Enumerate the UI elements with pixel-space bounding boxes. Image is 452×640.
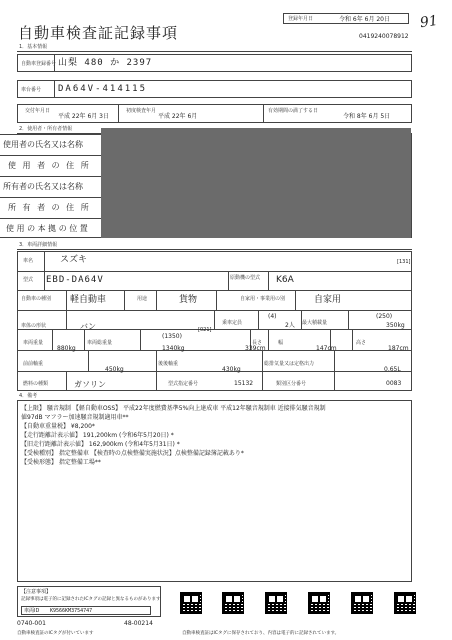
- front-axle-label: 前前軸重: [23, 361, 44, 367]
- owner-row-user-name: 使用者の氏名又は名称: [3, 140, 83, 149]
- expiry-value: 令和 8年 6月 5日: [343, 113, 391, 120]
- issue-date-value: 令和 6年 6月 20日: [339, 16, 390, 23]
- rear-axle-label: 後後軸重: [158, 361, 179, 367]
- expiry-label: 有効期間の満了する日: [268, 108, 319, 114]
- rear-axle-value: 430kg: [222, 366, 241, 373]
- displacement-label: 総排気量又は定格出力: [264, 361, 315, 367]
- qr-code-2: [222, 592, 244, 614]
- load-value: 350kg: [386, 322, 405, 329]
- remark-line-2: 値97dB マフラー加速騒音規制適用車**: [21, 414, 129, 421]
- owner-row-user-address: 使 用 者 の 住 所: [8, 161, 91, 170]
- body-code: [021]: [198, 327, 212, 333]
- remark-line-4: 【走行距離計表示値】 191,200km (令和6年5月20日) *: [21, 432, 174, 439]
- plate-number: 山梨 480 か 2397: [58, 58, 153, 68]
- gross-label: 車両総重量: [87, 340, 113, 346]
- redaction-block: [101, 128, 411, 238]
- notice-title: 【注意事項】: [21, 589, 52, 595]
- maker-label: 車名: [23, 258, 34, 264]
- remark-line-1: 【上限】 騒音規制 【軽自動車OSS】 平成22年度燃費基準5%向上達成車 平成12年騒音規制車 近接排気騒音規制: [21, 405, 326, 412]
- weight-label: 車両重量: [23, 340, 44, 346]
- footer-center-code: 48-00214: [124, 620, 153, 627]
- dates-row: [17, 104, 412, 123]
- issue-date-box: [283, 13, 409, 24]
- capacity-label: 乗車定員: [222, 320, 243, 326]
- owner-row-owner-name: 所有者の氏名又は名称: [3, 182, 83, 191]
- first-reg-value: 平成 22年 6月: [158, 113, 198, 120]
- length-label: 長さ: [252, 340, 263, 346]
- chassis-row: [17, 80, 412, 98]
- gross-paren: (1350): [162, 333, 182, 340]
- use-value: 貨物: [179, 295, 198, 305]
- type-label: 型式: [23, 277, 34, 283]
- footer-left-code: 0740-001: [17, 620, 46, 627]
- fuel-value: ガソリン: [74, 380, 106, 389]
- chassis-number: DA64V-414115: [58, 84, 148, 94]
- model-no-label: 型式指定番号: [168, 381, 199, 387]
- qr-code-1: [180, 592, 202, 614]
- section2-heading: 2．使用者・所有者情報: [19, 126, 73, 132]
- section1-heading: 1．基本情報: [19, 44, 48, 50]
- section4-heading: 4．備考: [19, 393, 38, 399]
- maker-value: スズキ: [60, 255, 88, 265]
- fuel-label: 燃料の種類: [23, 381, 49, 387]
- height-label: 高さ: [356, 340, 367, 346]
- document-serial: 0419240078912: [359, 33, 409, 40]
- reg-date-label: 交付年月日: [25, 108, 51, 114]
- handwritten-number: 91: [418, 12, 439, 32]
- capacity-value: 2人: [285, 322, 295, 329]
- owner-row-base-location: 使 用 の 本 拠 の 位 置: [6, 224, 88, 233]
- remark-line-7: 【受検形態】 指定整備工場**: [21, 459, 101, 466]
- weight-value: 880kg: [57, 345, 76, 352]
- vehicle-table: [17, 251, 412, 391]
- biz-label: 自家用・事業用の別: [240, 296, 286, 302]
- notice-box: [17, 586, 161, 617]
- height-value: 187cm: [388, 345, 409, 352]
- plate-label: 自動車登録番号: [21, 61, 57, 67]
- displacement-value: 0.65L: [384, 366, 401, 373]
- section3-heading: 3．車両詳細情報: [19, 242, 58, 248]
- card-label: 車両ID: [24, 608, 40, 614]
- length-value: 339cm: [245, 345, 266, 352]
- owner-row-owner-address: 所 有 者 の 住 所: [8, 203, 91, 212]
- remark-line-3: 【自動車重量税】 ¥8,200*: [21, 423, 95, 430]
- type-value: EBD-DA64V: [46, 275, 104, 285]
- issue-date-label: 登録年月日: [288, 16, 314, 22]
- use-label: 用途: [137, 296, 148, 302]
- capacity-paren: (4): [268, 313, 277, 320]
- qr-code-4: [308, 592, 330, 614]
- load-paren: (250): [376, 313, 393, 320]
- footer-note: 自動車検査証のICタグが付いています: [17, 631, 94, 636]
- card-no-box: [21, 606, 151, 615]
- notice-text: 記録事項は電子的に記録されたICタグの記録と異なるものがあります: [21, 597, 161, 602]
- engine-value: K6A: [276, 275, 294, 285]
- biz-value: 自家用: [314, 295, 342, 305]
- engine-label: 原動機の型式: [230, 275, 261, 281]
- reg-date-value: 平成 22年 6月 3日: [58, 113, 109, 120]
- qr-code-6: [394, 592, 416, 614]
- class-no-label: 類別区分番号: [276, 381, 307, 387]
- maker-code: [131]: [397, 259, 411, 265]
- remark-line-6: 【受検種別】 指定整備車 【検査時の点検整備実施状況】点検整備記録簿記載あり*: [21, 450, 244, 457]
- plate-row: [17, 54, 412, 72]
- kind-label: 自動車の種別: [21, 296, 52, 302]
- front-axle-value: 450kg: [105, 366, 124, 373]
- width-value: 147cm: [316, 345, 337, 352]
- qr-code-5: [351, 592, 373, 614]
- card-no: K9566KM3754747: [50, 608, 93, 614]
- load-label: 最大積載量: [302, 320, 328, 326]
- kind-value: 軽自動車: [70, 295, 107, 305]
- model-no-value: 15132: [234, 380, 254, 387]
- qr-code-3: [265, 592, 287, 614]
- body-value: バン: [80, 322, 96, 331]
- remark-line-5: 【旧走行距離計表示値】 162,900km (令和4年5月31日) *: [21, 441, 180, 448]
- first-reg-label: 初度検査年月: [126, 108, 157, 114]
- chassis-label: 車台番号: [21, 87, 42, 93]
- footer-note-right: 自動車検査証はICタグに保存されており、内容は電子的に記録されています。: [182, 631, 340, 636]
- body-label: 車体の形状: [21, 323, 47, 329]
- gross-value: 1340kg: [162, 345, 185, 352]
- page-title: 自動車検査証記録事項: [18, 24, 179, 42]
- width-label: 幅: [278, 340, 284, 346]
- class-no-value: 0083: [386, 380, 402, 387]
